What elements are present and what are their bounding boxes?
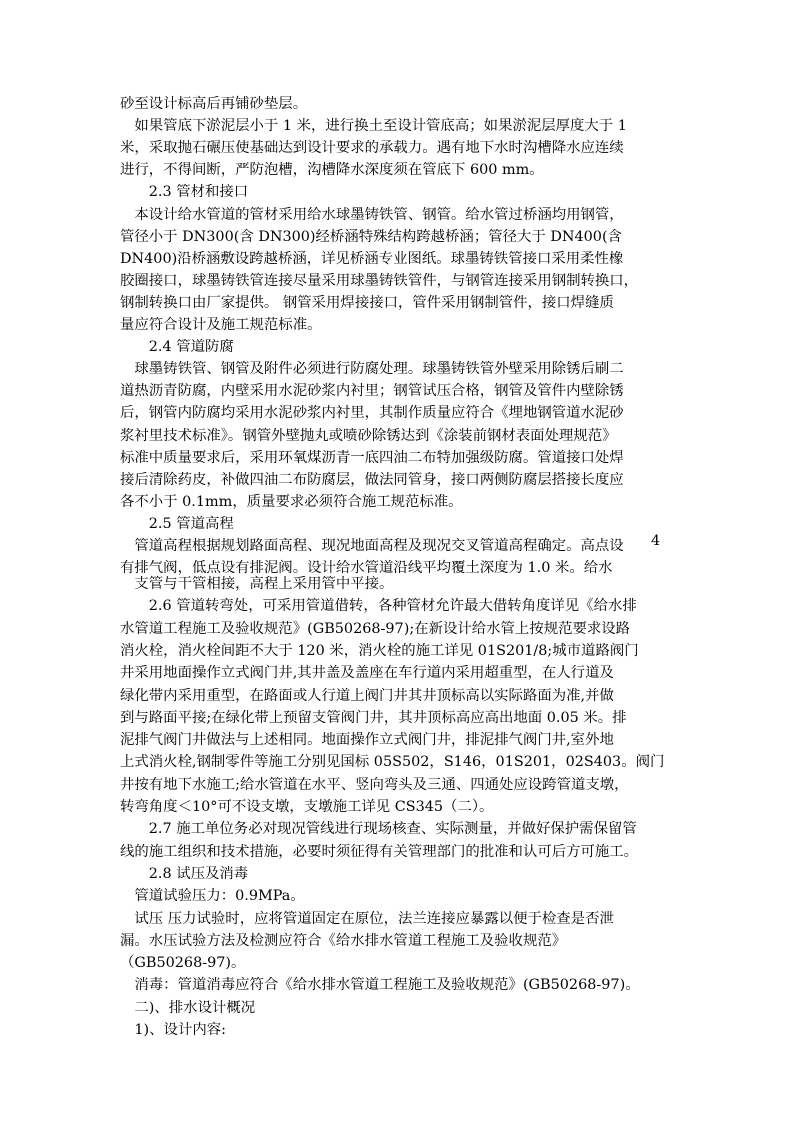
text-line: 绿化带内采用重型，在路面或人行道上阀门井其井顶标高以实际路面为准,并做: [120, 687, 614, 704]
text-line: 线的施工组织和技术措施，必要时须征得有关管理部门的批准和认可后方可施工。: [120, 843, 639, 860]
text-line: 管道高程根据规划路面高程、现况地面高程及现况交叉管道高程确定。高点设: [120, 538, 624, 554]
text-line: 本设计给水管道的管材采用给水球墨铸铁管、钢管。给水管过桥涵均用钢管，: [120, 206, 624, 223]
text-line: 砂至设计标高后再铺砂垫层。: [120, 96, 308, 112]
text-line: 到与路面平接;在绿化带上预留支管阀门井，其井顶标高应高出地面 0.05 米。排: [120, 709, 627, 726]
text-line: 道热沥青防腐，内壁采用水泥砂浆内衬里；钢管试压合格，钢管及管件内壁除锈: [120, 383, 624, 400]
text-line: DN400)沿桥涵敷设跨越桥涵，详见桥涵专业图纸。球墨铸铁管接口采用柔性橡: [120, 250, 624, 267]
text-line: 2.3 管材和接口: [120, 184, 249, 201]
text-line: 后，钢管内防腐均采用水泥砂浆内衬里，其制作质量应符合《埋地钢管道水泥砂: [120, 405, 624, 422]
text-line: 量应符合设计及施工规范标准。: [120, 317, 322, 333]
text-line: 2.7 施工单位务必对现况管线进行现场核查、实际测量，并做好保护需保留管: [120, 821, 637, 838]
text-line: 漏。水压试验方法及检测应符合《给水排水管道工程施工及验收规范》: [120, 932, 567, 949]
text-line: 消毒：管道消毒应符合《给水排水管道工程施工及验收规范》(GB50268-97)。: [120, 977, 640, 994]
text-line: 试压 压力试验时，应将管道固定在原位，法兰连接应暴露以便于检查是否泄: [120, 910, 614, 927]
text-line: 上式消火栓,钢制零件等施工分别见国标 05S502，S146，01S201，02S403。阀门: [120, 754, 665, 771]
text-line: 2.5 管道高程: [120, 515, 234, 532]
text-line: 进行，不得间断，严防泡槽，沟槽降水深度须在管底下 600 mm。: [120, 162, 544, 179]
text-line: 二)、排水设计概况: [120, 999, 256, 1016]
text-line: 转弯角度＜10°可不设支墩，支墩施工详见 CS345（二）。: [120, 799, 494, 815]
text-line: 标准中质量要求后，采用环氧煤沥青一底四油二布特加强级防腐。管道接口处焊: [120, 449, 624, 466]
text-line: 米，采取抛石碾压使基础达到设计要求的承载力。遇有地下水时沟槽降水应连续: [120, 140, 624, 157]
text-line: 消火栓，消火栓间距不大于 120 米，消火栓的施工详见 01S201/8;城市道路阀门: [120, 642, 639, 659]
text-line: 2.6 管道转弯处，可采用管道借转，各种管材允许最大借转角度详见《给水排: [120, 598, 637, 615]
text-line: 接后清除药皮，补做四油二布防腐层，做法同管身，接口两侧防腐层搭接长度应: [120, 471, 624, 488]
page-number: 4: [651, 533, 661, 549]
text-line: 如果管底下淤泥层小于 1 米，进行换土至设计管底高；如果淤泥层厚度大于 1: [120, 118, 627, 135]
text-line: 球墨铸铁管、钢管及附件必须进行防腐处理。球墨铸铁管外壁采用除锈后刷二: [120, 361, 624, 378]
text-line: 管道试验压力：0.9MPa。: [120, 888, 305, 905]
text-line: 各不小于 0.1mm，质量要求必须符合施工规范标准。: [120, 493, 463, 510]
text-line: 2.4 管道防腐: [120, 339, 234, 356]
text-line: 2.8 试压及消毒: [120, 865, 249, 882]
text-line: 胶圈接口，球墨铸铁管连接尽量采用球墨铸铁管件，与钢管连接采用钢制转换口，: [120, 272, 639, 289]
text-line: 泥排气阀门井做法与上述相同。地面操作立式阀门井，排泥排气阀门井,室外地: [120, 732, 614, 749]
text-line: 支管与干管相接，高程上采用管中平接。: [120, 576, 394, 592]
text-line: 钢制转换口由厂家提供。 钢管采用焊接接口，管件采用钢制管件，接口焊缝质: [120, 294, 614, 311]
text-line: 有排气阀，低点设有排泥阀。设计给水管道沿线平均覆土深度为 1.0 米。给水: [120, 560, 613, 577]
text-line: 水管道工程施工及验收规范》(GB50268-97);在新设计给水管上按规范要求设路: [120, 620, 631, 637]
text-line: 井采用地面操作立式阀门井,其井盖及盖座在车行道内采用超重型，在人行道及: [120, 665, 614, 682]
text-line: 1)、设计内容:: [120, 1022, 226, 1038]
text-line: 管径小于 DN300(含 DN300)经桥涵特殊结构跨越桥涵；管径大于 DN400(含: [120, 228, 622, 245]
text-line: 井按有地下水施工;给水管道在水平、竖向弯头及三通、四通处应设跨管道支墩，: [120, 776, 629, 793]
text-line: （GB50268-97)。: [120, 955, 246, 972]
text-line: 浆衬里技术标准》。钢管外壁抛丸或喷砂除锈达到《涂装前钢材表面处理规范》: [120, 427, 617, 444]
